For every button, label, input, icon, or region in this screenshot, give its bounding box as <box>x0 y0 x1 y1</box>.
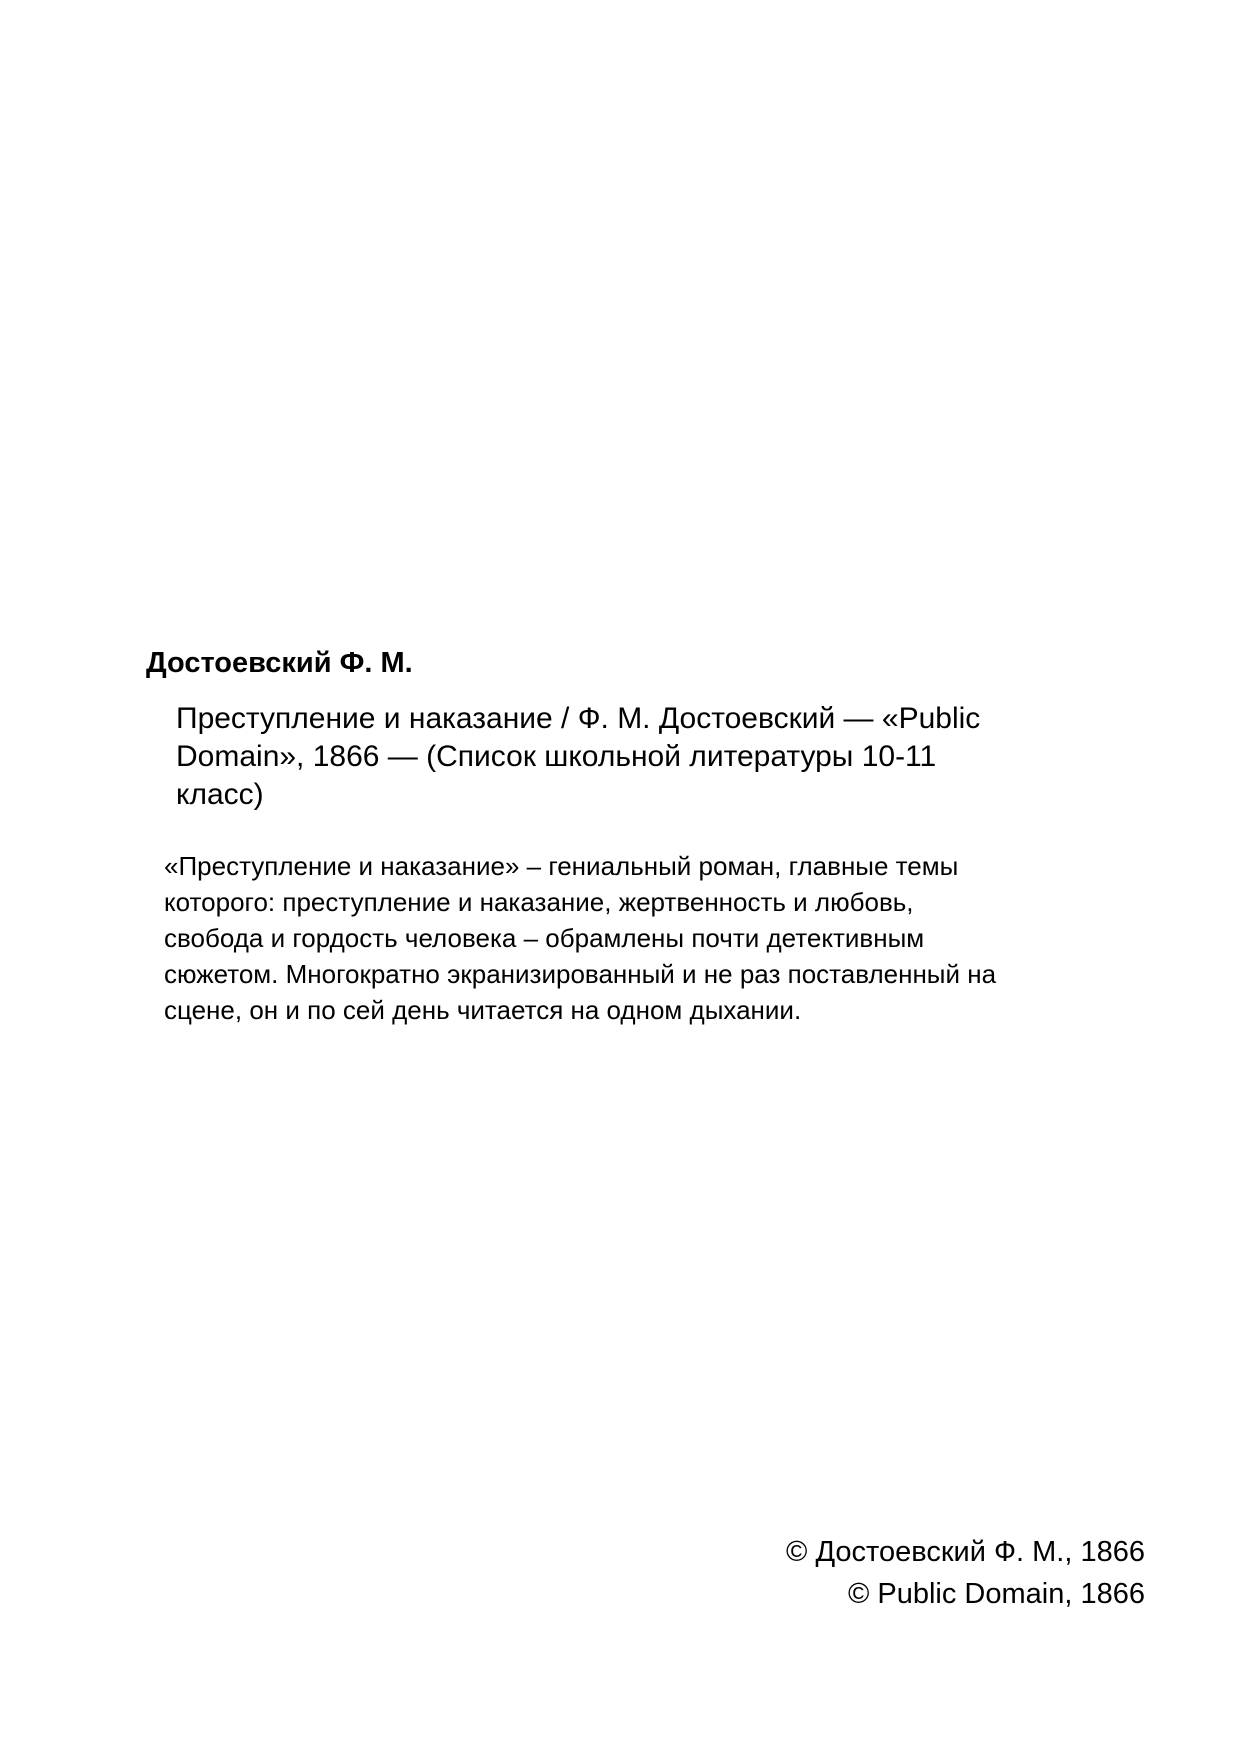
copyright-publisher: © Public Domain, 1866 <box>847 1578 1145 1610</box>
copyright-author: © Достоевский Ф. М., 1866 <box>786 1536 1145 1568</box>
author-heading: Достоевский Ф. М. <box>146 647 413 679</box>
copyright-block <box>786 1531 1145 1615</box>
book-annotation: «Преступление и наказание» – гениальный роман, главные темы которого: преступление и наказание, жертвенность и любовь, свобода и гордость человека – обрамлены почти детективным сюжетом. Многократно экранизированный и не раз поставленный на сцене, он и по сей день читается на одном дыхании. <box>164 851 997 1025</box>
bibliographic-record: Преступление и наказание / Ф. М. Достоевский — «Public Domain», 1866 — (Список школьной литературы 10-11 класс) <box>176 702 981 811</box>
